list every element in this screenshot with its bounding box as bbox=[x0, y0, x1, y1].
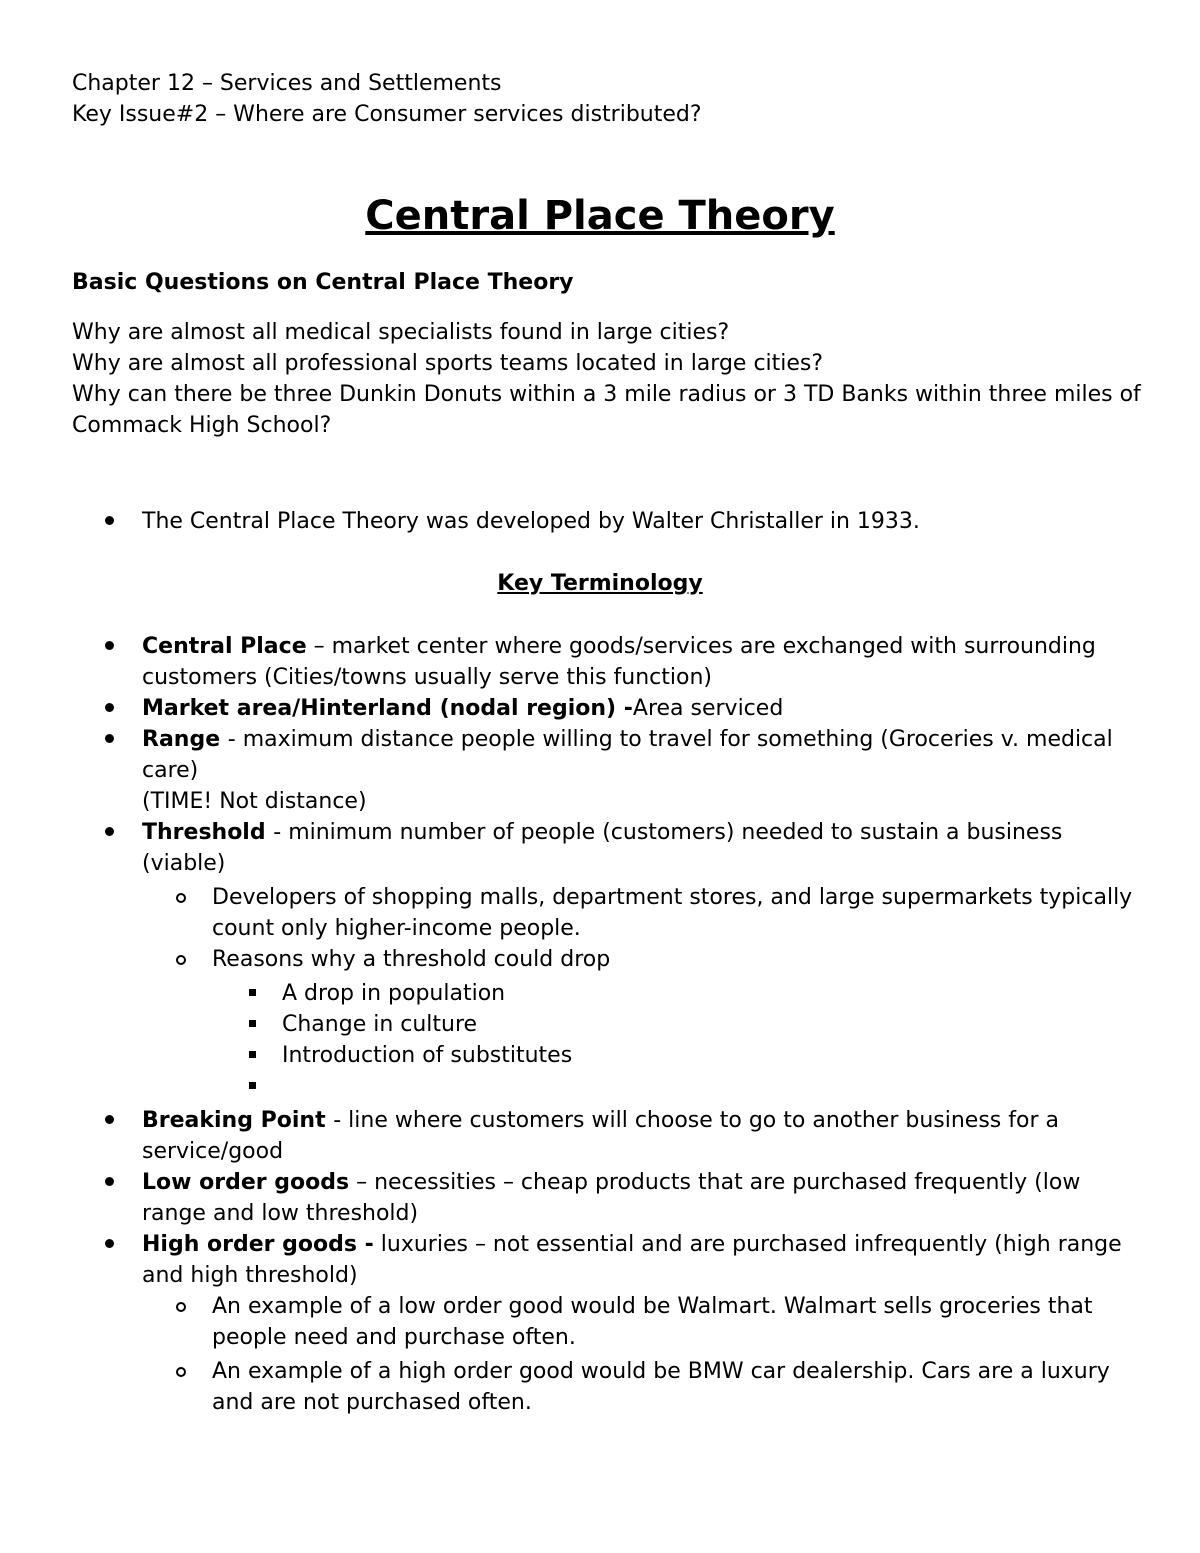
term-label: Market area/Hinterland (nodal region) - bbox=[142, 696, 633, 721]
term-central-place bbox=[72, 631, 1142, 693]
reason-item bbox=[72, 1040, 1142, 1071]
bullet-dot-icon bbox=[105, 641, 114, 650]
bullet-dot-icon bbox=[105, 516, 114, 525]
bullet-square-icon bbox=[249, 1082, 256, 1089]
reason-item bbox=[72, 1009, 1142, 1040]
term-definition: Area serviced bbox=[632, 696, 784, 721]
basic-questions-heading: Basic Questions on Central Place Theory bbox=[72, 270, 574, 295]
term-definition: – necessities – cheap products that are purchased frequently (low range and low threshold) bbox=[142, 1170, 1081, 1226]
term-definition: luxuries – not essential and are purchased infrequently (high range and high threshold) bbox=[142, 1232, 1122, 1288]
term-label: Low order goods bbox=[142, 1170, 350, 1195]
page-title: Central Place Theory bbox=[365, 193, 835, 239]
term-label: Threshold bbox=[142, 820, 274, 845]
question-3: Why can there be three Dunkin Donuts within a 3 mile radius or 3 TD Banks within three miles of Commack High School? bbox=[72, 382, 1141, 438]
intro-bullet bbox=[72, 506, 1142, 537]
reason-item bbox=[72, 978, 1142, 1009]
reason-text: Introduction of substitutes bbox=[282, 1043, 573, 1068]
bullet-dot-icon bbox=[105, 827, 114, 836]
question-2: Why are almost all professional sports teams located in large cities? bbox=[72, 351, 824, 376]
bullet-square-icon bbox=[249, 1020, 256, 1027]
bullet-square-icon bbox=[249, 1051, 256, 1058]
high-order-example bbox=[72, 1356, 1142, 1418]
term-definition: – market center where goods/services are exchanged with surrounding customers (Cities/towns usually serve this function) bbox=[142, 634, 1096, 690]
term-label: Central Place bbox=[142, 634, 307, 659]
term-label: High order goods - bbox=[142, 1232, 374, 1257]
bullet-dot-icon bbox=[105, 1115, 114, 1124]
term-definition: - minimum number of people (customers) needed to sustain a business (viable) bbox=[142, 820, 1063, 876]
term-label: Breaking Point bbox=[142, 1108, 334, 1133]
document-header bbox=[72, 68, 702, 130]
bullet-circle-icon bbox=[176, 1302, 186, 1312]
reason-item bbox=[72, 1071, 1142, 1102]
term-definition: - line where customers will choose to go to another business for a service/good bbox=[142, 1108, 1059, 1164]
threshold-subitem bbox=[72, 944, 1142, 975]
term-label: Range bbox=[142, 727, 228, 752]
range-note: (TIME! Not distance) bbox=[142, 789, 367, 814]
basic-questions bbox=[72, 317, 1142, 441]
bullet-circle-icon bbox=[176, 955, 186, 965]
reason-text: A drop in population bbox=[282, 981, 506, 1006]
reason-text: Change in culture bbox=[282, 1012, 478, 1037]
bullet-circle-icon bbox=[176, 1367, 186, 1377]
bullet-circle-icon bbox=[176, 893, 186, 903]
key-issue-line: Key Issue#2 – Where are Consumer services distributed? bbox=[72, 102, 702, 127]
bullet-square-icon bbox=[249, 989, 256, 996]
terminology-list bbox=[72, 631, 1142, 1418]
question-1: Why are almost all medical specialists found in large cities? bbox=[72, 320, 730, 345]
example-text: An example of a high order good would be BMW car dealership. Cars are a luxury and are not purchased often. bbox=[212, 1359, 1110, 1415]
term-threshold bbox=[72, 817, 1142, 879]
intro-list bbox=[72, 506, 1142, 537]
subitem-text: Reasons why a threshold could drop bbox=[212, 947, 611, 972]
bullet-dot-icon bbox=[105, 1177, 114, 1186]
chapter-line: Chapter 12 – Services and Settlements bbox=[72, 71, 502, 96]
subitem-text: Developers of shopping malls, department stores, and large supermarkets typically count only higher-income people. bbox=[212, 885, 1133, 941]
threshold-subitem bbox=[72, 882, 1142, 944]
bullet-dot-icon bbox=[105, 734, 114, 743]
term-low-order-goods bbox=[72, 1167, 1142, 1229]
term-range bbox=[72, 724, 1142, 817]
term-definition: - maximum distance people willing to travel for something (Groceries v. medical care) bbox=[142, 727, 1113, 783]
bullet-dot-icon bbox=[105, 703, 114, 712]
term-high-order-goods bbox=[72, 1229, 1142, 1291]
key-terminology-heading: Key Terminology bbox=[497, 571, 703, 596]
term-breaking-point bbox=[72, 1105, 1142, 1167]
high-order-example bbox=[72, 1291, 1142, 1353]
term-market-area bbox=[72, 693, 1142, 724]
intro-text: The Central Place Theory was developed by Walter Christaller in 1933. bbox=[142, 509, 920, 534]
example-text: An example of a low order good would be Walmart. Walmart sells groceries that people need and purchase often. bbox=[212, 1294, 1093, 1350]
bullet-dot-icon bbox=[105, 1239, 114, 1248]
